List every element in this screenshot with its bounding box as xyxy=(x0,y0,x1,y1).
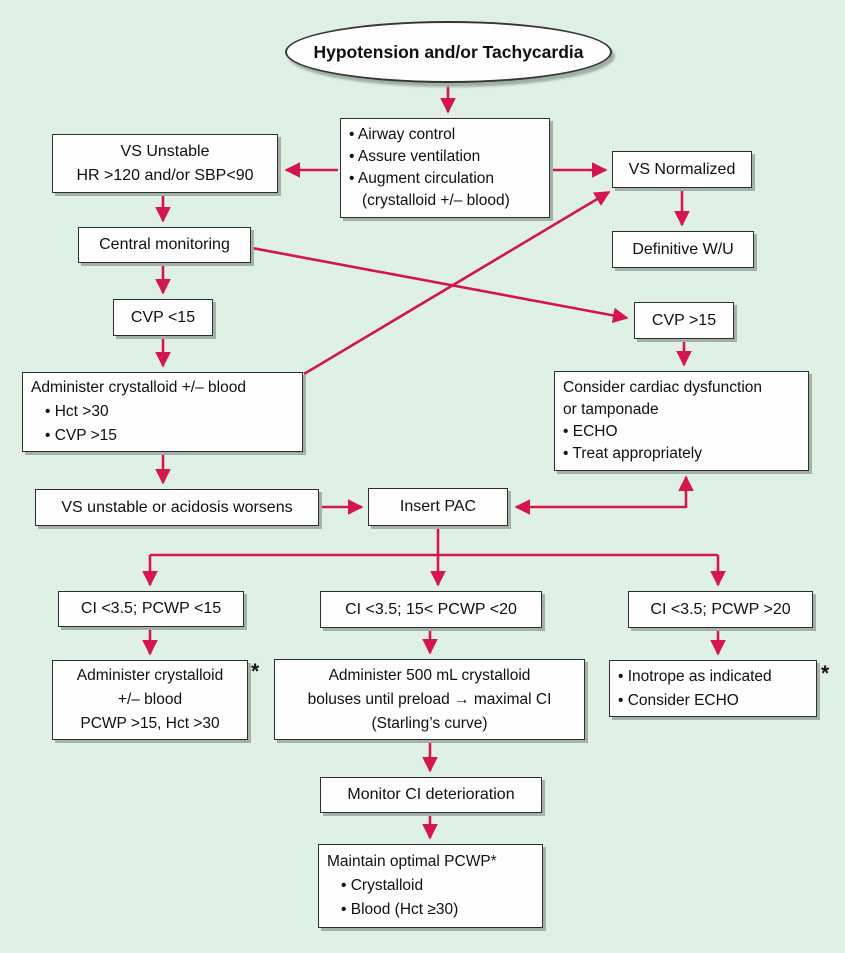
arrow xyxy=(304,192,609,374)
text-line: • Crystalloid xyxy=(341,877,424,894)
text-line: CI <3.5; PCWP <15 xyxy=(80,600,222,617)
text-line: • Inotrope as indicated xyxy=(618,667,772,685)
arrow xyxy=(252,248,627,318)
node-condition-pcwp-high xyxy=(628,591,813,628)
text-line: Definitive W/U xyxy=(632,240,734,258)
text-line: Administer crystalloid xyxy=(76,667,224,684)
text-line: • CVP >15 xyxy=(45,427,117,444)
text-line: Central monitoring xyxy=(99,236,230,253)
text-line: • Blood (Hct ≥30) xyxy=(341,901,459,918)
node-condition-pcwp-mid xyxy=(320,591,542,628)
asterisk-note: * xyxy=(251,660,260,683)
node-vs-worsens xyxy=(35,489,319,526)
text-line: Maintain optimal PCWP* xyxy=(327,853,497,870)
node-monitor-ci xyxy=(320,777,542,813)
node-cvp-lt-15 xyxy=(113,299,213,336)
node-initial-management xyxy=(340,118,550,218)
text-line: (Starling’s curve) xyxy=(371,714,488,732)
text-line: • Consider ECHO xyxy=(618,691,739,709)
node-administer-blood xyxy=(52,660,248,740)
node-consider-cardiac xyxy=(554,371,809,471)
text-line: PCWP >15, Hct >30 xyxy=(80,715,220,732)
text-line: HR >120 and/or SBP<90 xyxy=(76,166,254,184)
node-vs-normalized xyxy=(612,151,752,188)
text-line: (crystalloid +/– blood) xyxy=(362,192,510,209)
node-maintain-pcwp xyxy=(318,844,543,928)
text-line: • ECHO xyxy=(563,423,618,440)
text-line: • Assure ventilation xyxy=(349,148,481,165)
text-line: +/– blood xyxy=(117,691,183,708)
node-vs-unstable xyxy=(52,134,278,193)
text-line: or tamponade xyxy=(563,401,659,418)
text-line: Monitor CI deterioration xyxy=(347,786,515,803)
start-ellipse xyxy=(285,21,612,83)
text-line: CI <3.5; PCWP >20 xyxy=(650,600,791,618)
text-line: CVP <15 xyxy=(130,308,196,326)
node-insert-pac xyxy=(368,488,508,526)
text-line: VS unstable or acidosis worsens xyxy=(61,498,293,516)
text-line: VS Unstable xyxy=(120,142,210,160)
node-bolus-crystalloid xyxy=(274,659,585,740)
text-line: • Airway control xyxy=(349,126,456,143)
text-line: VS Normalized xyxy=(628,160,736,178)
text-line: Consider cardiac dysfunction xyxy=(563,379,763,396)
text-line: • Treat appropriately xyxy=(563,445,702,462)
text-line: • Augment circulation xyxy=(349,170,495,187)
node-condition-pcwp-low xyxy=(58,591,244,627)
asterisk-note: * xyxy=(821,662,830,685)
node-administer-crystalloid xyxy=(22,372,303,452)
text-line: CI <3.5; 15< PCWP <20 xyxy=(345,600,517,618)
node-definitive-wu xyxy=(612,231,754,268)
start-label: Hypotension and/or Tachycardia xyxy=(313,41,584,62)
text-line: Administer 500 mL crystalloid xyxy=(328,666,531,684)
text-line: Insert PAC xyxy=(399,498,477,515)
node-central-monitoring xyxy=(78,227,251,263)
node-cvp-gt-15 xyxy=(634,302,734,339)
node-inotrope xyxy=(609,660,817,717)
text-line: boluses until preload → maximal CI xyxy=(307,690,552,708)
text-line: CVP >15 xyxy=(651,311,717,329)
text-line: Administer crystalloid +/– blood xyxy=(31,379,246,396)
text-line: • Hct >30 xyxy=(45,403,109,420)
